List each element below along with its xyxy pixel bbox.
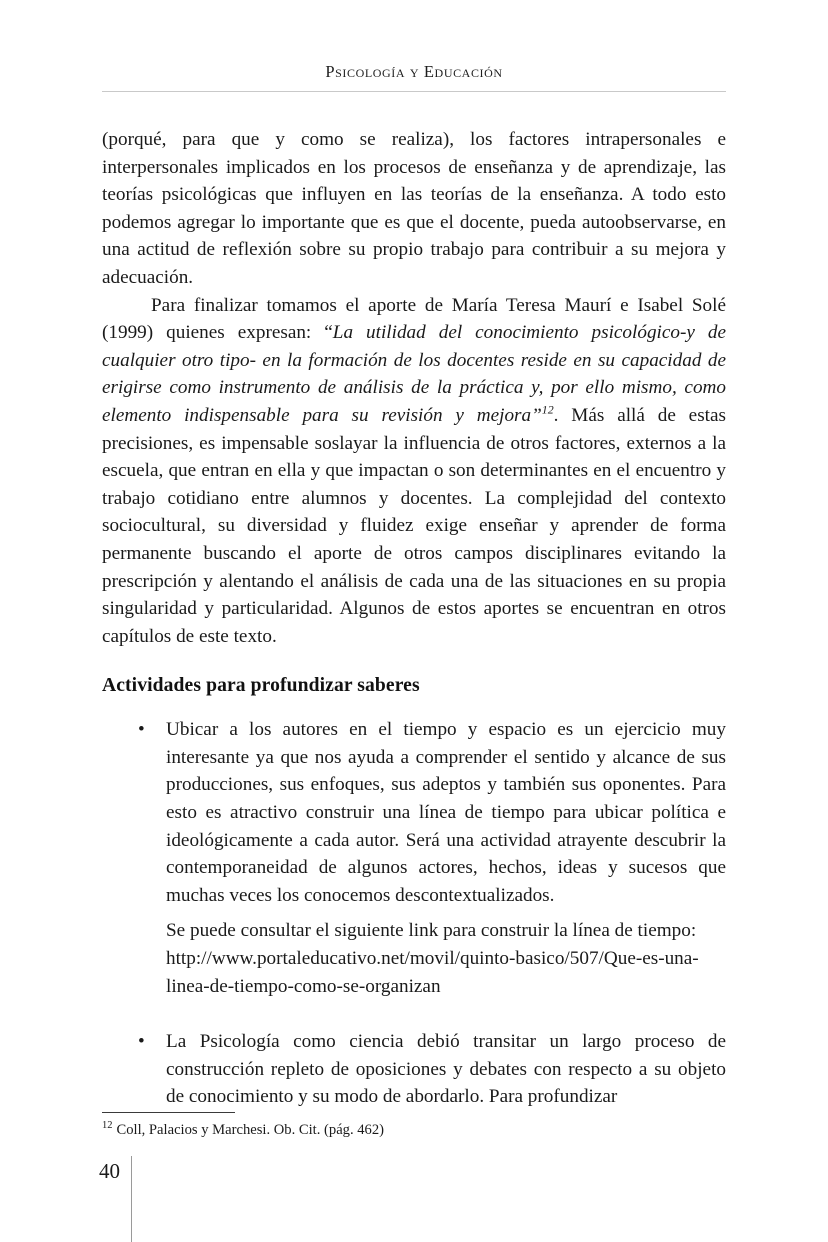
folio-vertical-rule — [131, 1156, 132, 1242]
external-link-url[interactable]: http://www.portaleducativo.net/movil/quinto-basico/507/Que-es-una-linea-de-tiempo-como-se-organizan — [166, 948, 699, 997]
paragraph-quote-maurisole — [102, 292, 726, 651]
paragraph-continuation: (porqué, para que y como se realiza), los factores intrapersonales e interpersonales implicados en los procesos de enseñanza y de aprendizaje, las teorías psicológicas que influyen en las teorías de la enseñanza. A todo esto podemos agregar lo importante que es que el docente, pueda autoobservarse, en una actitud de reflexión sobre su propio trabajo para contribuir a su mejora y adecuación. — [102, 129, 726, 288]
bullet-icon: • — [138, 1031, 145, 1053]
link-intro-text: Se puede consultar el siguiente link para construir la línea de tiempo: — [166, 920, 697, 942]
bullet-icon: • — [138, 719, 145, 741]
blockquote-italic-text: La utilidad del conocimiento psicológico-y de cualquier otro tipo- en la formación de los docentes reside en su capacidad de erigirse como instrumento de análisis de la práctica y, por ello mismo, como elemento indispensable para su revisión y mejora — [102, 322, 726, 426]
section-heading-actividades: Actividades para profundizar saberes — [102, 675, 420, 697]
footnote-entry — [102, 1120, 726, 1140]
list-item — [102, 716, 726, 1000]
list-item-text: Ubicar a los autores en el tiempo y espacio es un ejercicio muy interesante ya que nos ayuda a comprender el sentido y alcance de sus producciones, sus enfoques, sus adeptos y también sus oponentes. Para esto es atractivo construir una línea de tiempo para ubicar política e ideológicamente a cada autor. Será una actividad atrayente descubrir la contemporaneidad de algunos actores, hechos, ideas y sucesos que muchas veces los conocemos descontextualizados. — [166, 719, 726, 906]
quote-closing-mark: ” — [531, 404, 542, 426]
running-head: Psicología y Educación — [325, 62, 503, 81]
activities-list — [102, 716, 726, 1111]
page-number: 40 — [99, 1159, 120, 1183]
header-divider — [102, 91, 726, 92]
quote-tail-text: . Más allá de estas precisiones, es impensable soslayar la influencia de otros factores, externos a la escuela, que entran en ella y que impactan o son determinantes en el encuentro y trabajo cotidiano entre alumnos y docentes. La complejidad del contexto sociocultural, su diversidad y fluidez exige enseñar y aprender de forma permanente buscando el aporte de otros campos disciplinares evitando la prescripción y alentando el análisis de cada una de las situaciones en su propia singularidad y particularidad. Algunos de estos aportes se encuentran en otros capítulos de este texto. — [102, 404, 726, 647]
footnote-marker: 12 — [102, 1120, 113, 1132]
list-item-text: La Psicología como ciencia debió transitar un largo proceso de construcción repleto de oposiciones y debates con respecto a su objeto de conocimiento y su modo de abordarlo. Para profundizar — [166, 1031, 726, 1108]
footnote-separator — [102, 1112, 235, 1113]
footnote-text: Coll, Palacios y Marchesi. Ob. Cit. (pág. 462) — [116, 1122, 385, 1138]
spacer — [166, 909, 726, 917]
list-item — [102, 1028, 726, 1111]
footnote-reference-12[interactable]: 12 — [541, 402, 554, 417]
text-column — [102, 126, 726, 1111]
quote-lead-text: Para finalizar tomamos el aporte de María Teresa Maurí e Isabel Solé (1999) quienes expresan: “ — [102, 294, 726, 344]
